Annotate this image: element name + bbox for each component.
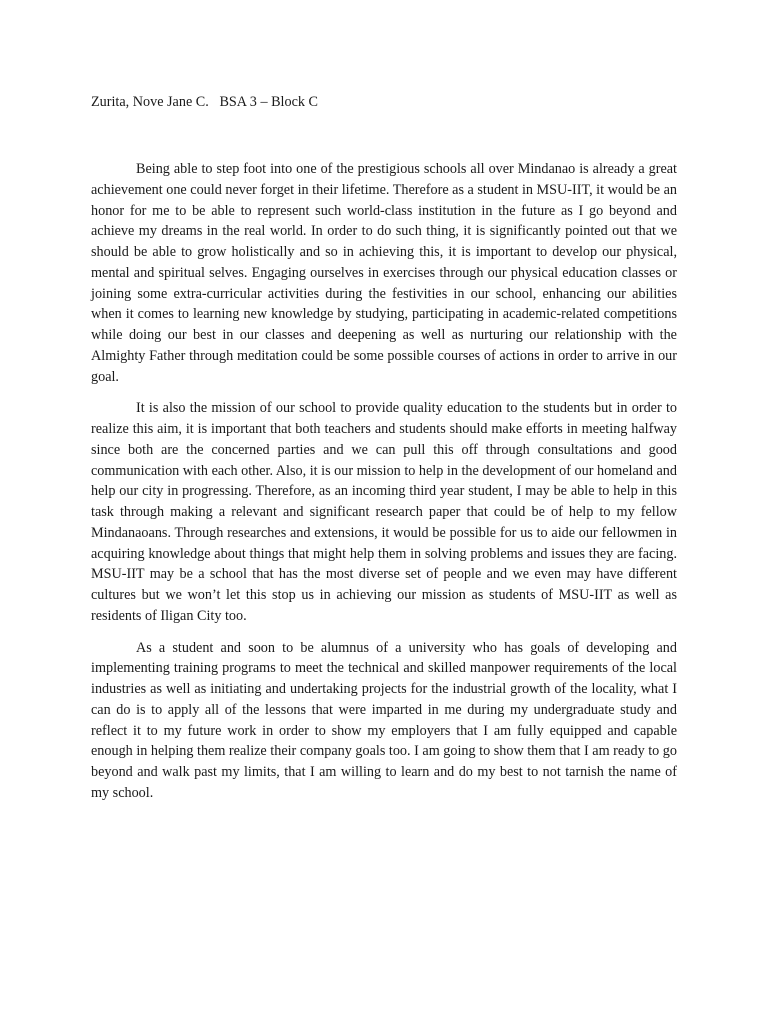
paragraph-3: As a student and soon to be alumnus of a university who has goals of developing and implementing training programs to meet the technical and skilled manpower requirements of the local industries as well as initiating and undertaking projects for the industrial growth of the locality, what I can do is to apply all of the lessons that were imparted in me during my undergraduate study and reflect it to my future work in order to show my employers that I am fully equipped and capable enough in helping them realize their company goals too. I am going to show them that I am ready to go beyond and walk past my limits, that I am willing to learn and do my best to not tarnish the name of my school.: [91, 639, 677, 801]
essay-body: [91, 159, 677, 815]
paragraph-1: Being able to step foot into one of the prestigious schools all over Mindanao is already a great achievement one could never forget in their lifetime. Therefore as a student in MSU-IIT, it would be an honor for me to be able to represent such world-class institution in the future as I go beyond and achieve my dreams in the real world. In order to do such thing, it is significantly pointed out that we should be able to grow holistically and so in achieving this, it is important to develop our physical, mental and spiritual selves. Engaging ourselves in exercises through our physical education classes or joining some extra-curricular activities during the festivities in our school, enhancing our abilities when it comes to learning new knowledge by studying, participating in academic-related competitions while doing our best in our classes and deepening as well as nurturing our relationship with the Almighty Father through meditation could be some possible courses of actions in order to arrive in our goal.: [91, 161, 677, 385]
student-info-line: Zurita, Nove Jane C. BSA 3 – Block C: [91, 94, 318, 110]
paragraph-2: It is also the mission of our school to provide quality education to the students but in order to realize this aim, it is important that both teachers and students should make efforts in meeting halfway since both are the concerned parties and we can pull this off through consultations and good communication with each other. Also, it is our mission to help in the development of our homeland and help our city in progressing. Therefore, as an incoming third year student, I may be able to help in this task through making a relevant and significant research paper that could be of help to my fellow Mindanaoans. Through researches and extensions, it would be possible for us to aide our fellowmen in acquiring knowledge about things that might help them in solving problems and issues they are facing. MSU-IIT may be a school that has the most diverse set of people and we even may have different cultures but we won’t let this stop us in achieving our mission as students of MSU-IIT as well as residents of Iligan City too.: [91, 400, 677, 624]
